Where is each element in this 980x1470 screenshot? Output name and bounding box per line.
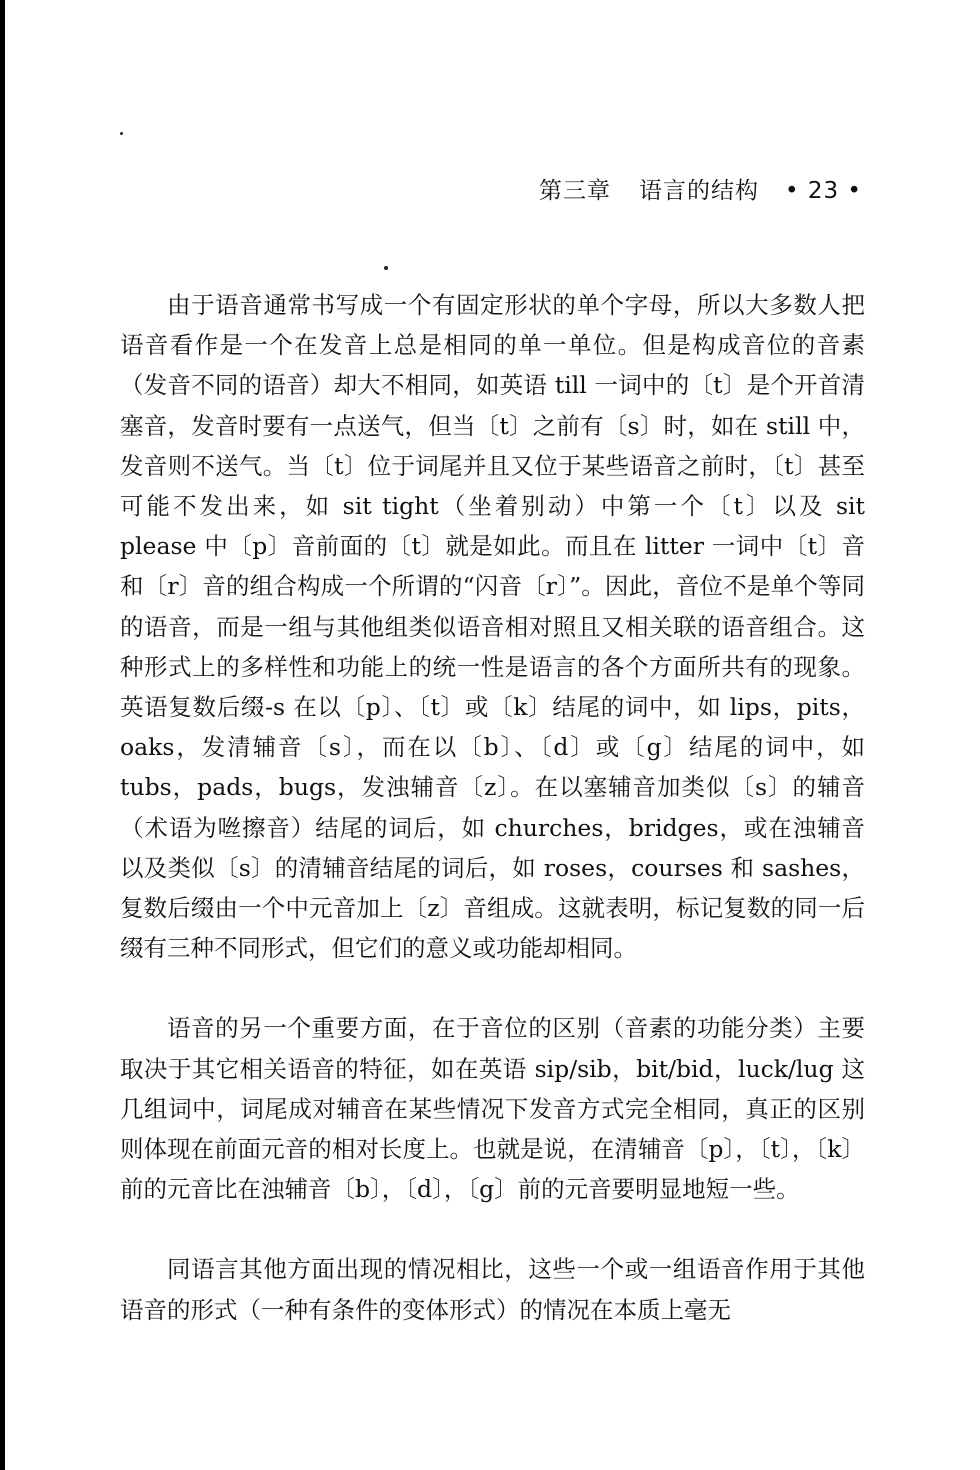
- scan-edge: [0, 0, 5, 1470]
- chapter-label: 第三章: [538, 178, 611, 204]
- paragraph: 同语言其他方面出现的情况相比，这些一个或一组语音作用于其他语音的形式（一种有条件的变体形式）的情况在本质上毫无: [120, 1255, 865, 1324]
- body-text: [120, 285, 865, 1330]
- scan-speck: [120, 132, 123, 135]
- paragraph: 语音的另一个重要方面，在于音位的区别（音素的功能分类）主要取决于其它相关语音的特征，如在英语 sip/sib，bit/bid，luck/lug 这几组词中，词尾成对辅音在某些情况下发音方式完全相同，真正的区别则体现在前面元音的相对长度上。也就是说，在清辅音〔p〕，〔t〕，〔k〕前的元音比在浊辅音〔b〕，〔d〕，〔g〕前的元音要明显地短一些。: [120, 1014, 865, 1204]
- scan-speck: [384, 266, 388, 270]
- running-header: [539, 172, 862, 205]
- page-number: • 23 •: [784, 178, 862, 204]
- chapter-title: 语言的结构: [638, 178, 759, 204]
- paragraph: 由于语音通常书写成一个有固定形状的单个字母，所以大多数人把语音看作是一个在发音上总是相同的单一单位。但是构成音位的音素（发音不同的语音）却大不相同，如英语 till 一词中的〔t〕是个开首清塞音，发音时要有一点送气，但当〔t〕之前有〔s〕时，如在 still 中，发音则不送气。当〔t〕位于词尾并且又位于某些语音之前时，〔t〕甚至可能不发出来，如 sit tight（坐着别动）中第一个〔t〕以及 sit please 中〔p〕音前面的〔t〕就是如此。而且在 litter 一词中〔t〕音和〔r〕音的组合构成一个所谓的“闪音〔r〕”。因此，音位不是单个等同的语音，而是一组与其他组类似语音相对照且又相关联的语音组合。这种形式上的多样性和功能上的统一性是语言的各个方面所共有的现象。英语复数后缀-s 在以〔p〕、〔t〕或〔k〕结尾的词中，如 lips，pits，oaks，发清辅音〔s〕，而在以〔b〕、〔d〕或〔g〕结尾的词中，如 tubs，pads，bugs，发浊辅音〔z〕。在以塞辅音加类似〔s〕的辅音（术语为咝擦音）结尾的词后，如 churches，bridges，或在浊辅音以及类似〔s〕的清辅音结尾的词后，如 roses，courses 和 sashes，复数后缀由一个中元音加上〔z〕音组成。这就表明，标记复数的同一后缀有三种不同形式，但它们的意义或功能却相同。: [120, 291, 865, 963]
